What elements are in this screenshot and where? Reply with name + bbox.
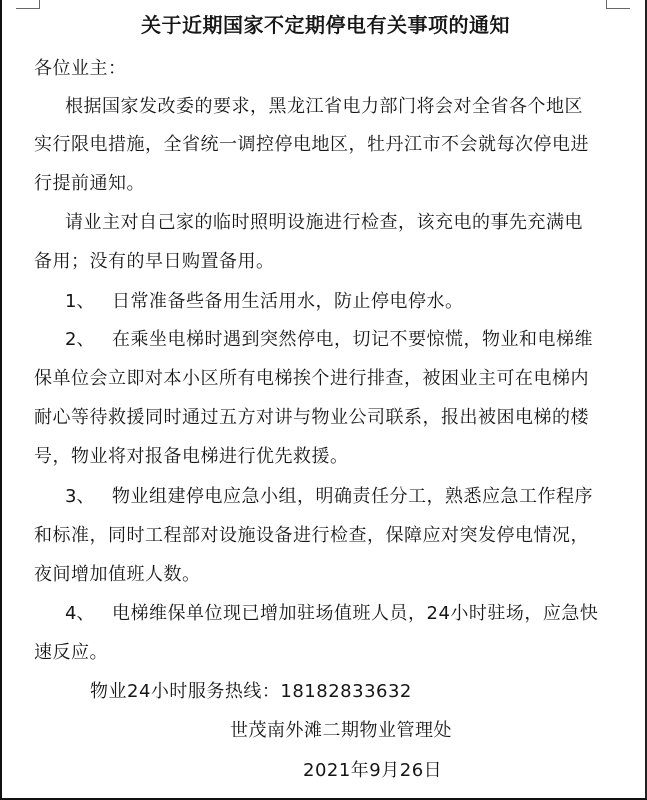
crop-mark-top-left bbox=[16, 0, 40, 9]
item-2-line-1: 在乘坐电梯时遇到突然停电，切记不要惊慌，物业和电梯维 bbox=[112, 329, 593, 350]
signature-organization: 世茂南外滩二期物业管理处 bbox=[230, 720, 452, 741]
item-2-line-2: 保单位会立即对本小区所有电梯挨个进行排查，被困业主可在电梯内 bbox=[34, 368, 589, 389]
item-3-line-3: 夜间增加值班人数。 bbox=[34, 564, 201, 585]
hotline-number: 18182833632 bbox=[280, 681, 412, 702]
salutation: 各位业主： bbox=[34, 58, 127, 79]
item-1-line-1: 日常准备些备用生活用水，防止停电停水。 bbox=[112, 291, 464, 312]
document-title: 关于近期国家不定期停电有关事项的通知 bbox=[141, 13, 510, 37]
item-4-line-1: 电梯维保单位现已增加驻场值班人员，24小时驻场，应急快 bbox=[112, 603, 599, 624]
item-3-number: 3、 bbox=[65, 486, 95, 507]
item-3-line-2: 和标准，同时工程部对设施设备进行检查，保障应对突发停电情况， bbox=[34, 525, 589, 546]
signature-date: 2021年9月26日 bbox=[303, 760, 443, 781]
paragraph-1-line-3: 行提前通知。 bbox=[34, 173, 145, 194]
hotline-label: 物业24小时服务热线： bbox=[90, 681, 281, 702]
item-2-number: 2、 bbox=[65, 329, 95, 350]
item-2-line-3: 耐心等待救援同时通过五方对讲与物业公司联系，报出被困电梯的楼 bbox=[34, 407, 589, 428]
item-1-number: 1、 bbox=[65, 291, 95, 312]
paragraph-2-line-1: 请业主对自己家的临时照明设施进行检查，该充电的事先充满电 bbox=[65, 212, 583, 233]
paragraph-1-line-2: 实行限电措施，全省统一调控停电地区，牡丹江市不会就每次停电进 bbox=[34, 134, 589, 155]
item-2-line-4: 号，物业将对报备电梯进行优先救援。 bbox=[34, 446, 349, 467]
crop-mark-top-right bbox=[606, 0, 630, 9]
item-4-number: 4、 bbox=[65, 603, 95, 624]
hotline bbox=[90, 680, 412, 704]
paragraph-1-line-1: 根据国家发改委的要求，黑龙江省电力部门将会对全省各个地区 bbox=[65, 96, 583, 117]
item-4-line-2: 速反应。 bbox=[34, 642, 108, 663]
item-3-line-1: 物业组建停电应急小组，明确责任分工，熟悉应急工作程序 bbox=[112, 486, 593, 507]
paragraph-2-line-2: 备用；没有的早日购置备用。 bbox=[34, 251, 275, 272]
